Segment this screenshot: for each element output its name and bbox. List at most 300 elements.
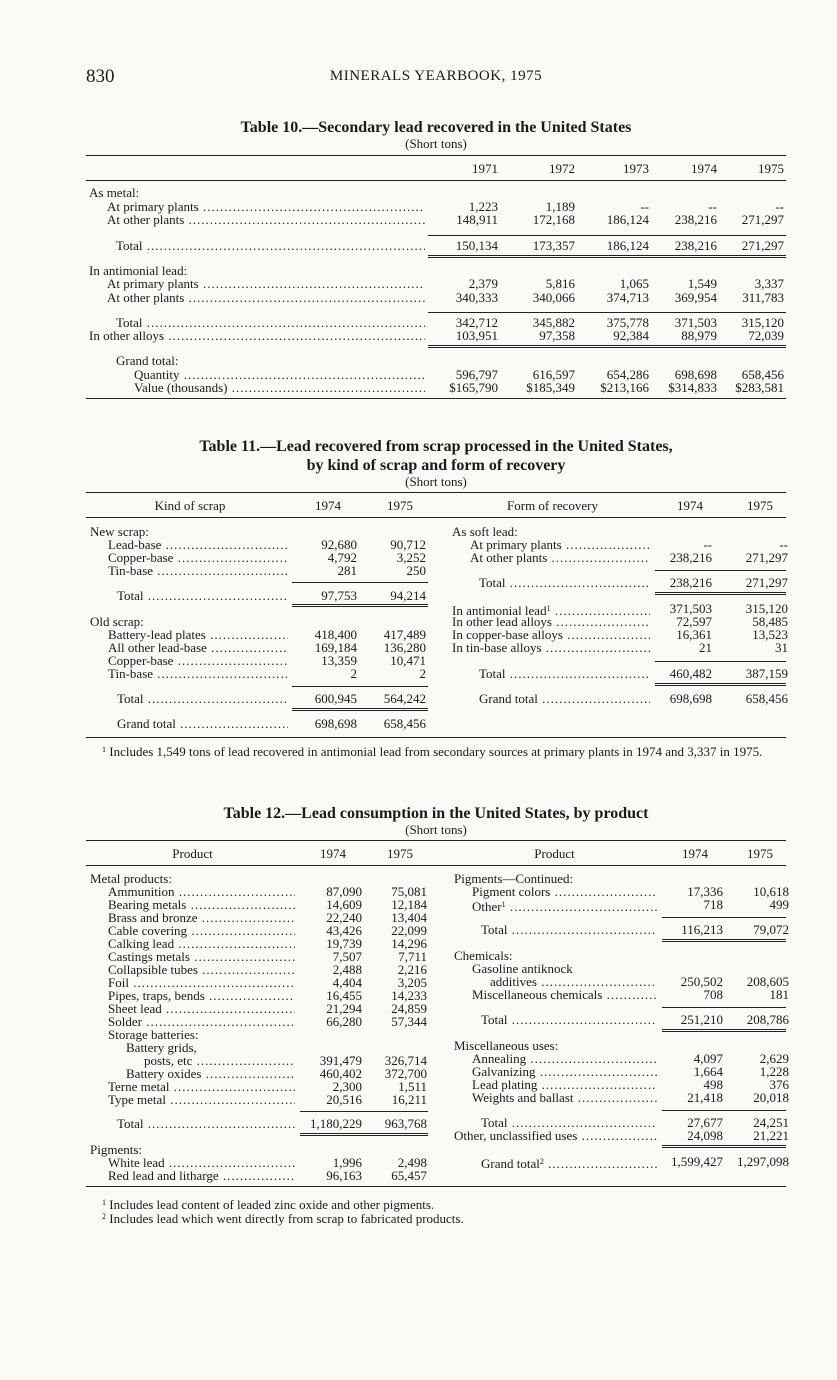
table11-left-label: All other lead-base ..... — [108, 641, 288, 655]
table10-cell: 271,297 — [741, 238, 784, 253]
table12-right-label-text: Other — [472, 899, 502, 914]
table11-right-cell: 21 — [699, 640, 712, 655]
table12-left-cell: 43,426 — [326, 923, 362, 938]
table10-cell: 340,333 — [455, 290, 498, 305]
table12-right-cell: 498 — [703, 1077, 723, 1092]
table12-left-cell: 14,296 — [391, 936, 427, 951]
table10-cell: 1,189 — [545, 199, 575, 214]
table10-year-header: 1975 — [758, 161, 784, 176]
table12-right-total-rule — [662, 939, 786, 942]
table11-left-label: Total ..... — [117, 692, 288, 706]
table10-cell: $165,790 — [449, 380, 498, 395]
table11-right-label-text: At other plants — [470, 551, 548, 565]
table12-left-label: Metal products: — [90, 872, 172, 886]
table12-right-label — [454, 949, 657, 963]
table12-year-header: 1975 — [747, 846, 773, 861]
table10-year-header: 1971 — [472, 161, 498, 176]
table11-left-label: Lead-base ..... — [108, 538, 288, 552]
table10-sum-rule — [428, 235, 786, 236]
table11-right-cell: 271,297 — [745, 550, 788, 565]
table12-right-cell: 116,213 — [681, 922, 723, 937]
table10-cell: 238,216 — [674, 212, 717, 227]
table12-right-cell: 27,677 — [687, 1115, 723, 1130]
footnote-marker: 1 — [102, 1198, 106, 1207]
table11-right-label-text: As soft lead: — [452, 525, 518, 539]
table12-right-label — [472, 898, 657, 914]
table11-right-label-text: At primary plants — [470, 538, 562, 552]
table12-right-sum-rule — [662, 1110, 786, 1111]
table12-right-label — [472, 1052, 657, 1066]
table12-left-cell: 96,163 — [326, 1168, 362, 1183]
table12-right-label — [472, 885, 657, 899]
table11-right-label — [479, 667, 650, 681]
table12-left-cell: 2,300 — [332, 1079, 362, 1094]
table11-right-cell: 16,361 — [676, 627, 712, 642]
table11-left-label: Copper-base ..... — [108, 551, 288, 565]
table11-right-label — [479, 692, 650, 706]
table11-footnote — [86, 742, 786, 759]
table12-left-cell: 57,344 — [391, 1014, 427, 1029]
table11-left-cell: 698,698 — [314, 716, 357, 731]
table11-right-cell: 371,503 — [669, 601, 712, 616]
table12-right-cell: 21,418 — [687, 1090, 723, 1105]
table10-cell: 658,456 — [741, 367, 784, 382]
table12-left-cell: 1,180,229 — [310, 1116, 362, 1131]
table12-left-cell: 2,498 — [397, 1155, 427, 1170]
table11-right-label — [479, 576, 650, 590]
table10-row-label: At other plants ..... — [107, 213, 425, 227]
footnote-text: Includes lead which went directly from scrap to fabricated products. — [109, 1211, 464, 1226]
table11-right-cell: 31 — [775, 640, 788, 655]
table10-sum-rule — [428, 312, 786, 313]
table11-right-label — [452, 641, 650, 655]
table11-right-label — [452, 628, 650, 642]
table10-cell: 186,124 — [606, 212, 649, 227]
table12-right-label-text: Pigments—Continued: — [454, 872, 574, 886]
table12-right-label — [454, 1129, 657, 1143]
table12-left-cell: 22,099 — [391, 923, 427, 938]
table12-right-cell: 24,251 — [753, 1115, 789, 1130]
table12-right-cell: 17,336 — [687, 884, 723, 899]
table11-right-cell: 460,482 — [669, 666, 712, 681]
table10-cell: 1,223 — [468, 199, 498, 214]
table10-row-label: At other plants ..... — [107, 291, 425, 305]
table12-right-label-text: Gasoline antiknock — [472, 962, 573, 976]
table11-left-cell: 90,712 — [390, 537, 426, 552]
table10-title: Table 10.—Secondary lead recovered in the United States — [240, 119, 632, 136]
table12-left-label: Battery oxides ..... — [126, 1067, 295, 1081]
table11-bottom-rule — [86, 737, 786, 738]
table12-right-label-text: Total — [481, 1116, 508, 1130]
table11-left-cell: 3,252 — [396, 550, 426, 565]
table10-cell: 1,549 — [687, 276, 717, 291]
table12-left-label: Pipes, traps, bends ..... — [108, 989, 295, 1003]
table12-left-label: Bearing metals ..... — [108, 898, 295, 912]
table12-left-cell: 1,511 — [398, 1079, 427, 1094]
table11-right-cell: 58,485 — [752, 614, 788, 629]
table12-left-label: Total ..... — [117, 1117, 295, 1131]
table11-right-label — [452, 615, 650, 629]
table11-year-header: 1974 — [677, 498, 703, 513]
table12-left-cell: 12,184 — [391, 897, 427, 912]
table12-right-cell: 1,228 — [759, 1064, 789, 1079]
table12-right-label — [454, 872, 657, 886]
table11-right-label-text: In other lead alloys — [452, 615, 552, 629]
table10-row-label: Value (thousands) ..... — [134, 381, 425, 395]
table10-total-rule — [428, 255, 786, 258]
table11-left-label: Battery-lead plates ..... — [108, 628, 288, 642]
table11-top-rule — [86, 492, 786, 493]
table12-right-label-text: Pigment colors — [472, 885, 551, 899]
table12-right-cell: 21,221 — [753, 1128, 789, 1143]
table11-left-cell: 281 — [337, 563, 357, 578]
table12-left-cell: 963,768 — [384, 1116, 427, 1131]
table10-cell: $283,581 — [735, 380, 784, 395]
table12-right-label-text: Lead plating — [472, 1078, 538, 1092]
table12-left-cell: 75,081 — [391, 884, 427, 899]
table10-cell: -- — [708, 199, 717, 214]
table11-left-cell: 97,753 — [321, 588, 357, 603]
table12-left-label: Castings metals ..... — [108, 950, 295, 964]
table12-left-cell: 1,996 — [332, 1155, 362, 1170]
table11-right-label — [452, 525, 650, 539]
table12-right-label — [472, 1065, 657, 1079]
table11-right-cell: -- — [779, 537, 788, 552]
table10-cell: 238,216 — [674, 238, 717, 253]
table10-year-header: 1972 — [549, 161, 575, 176]
table10-cell: 173,357 — [532, 238, 575, 253]
table12-left-cell: 14,233 — [391, 988, 427, 1003]
table11-right-cell: 658,456 — [745, 691, 788, 706]
table12-left-label: posts, etc ..... — [144, 1054, 295, 1068]
table12-right-label-text: Annealing — [472, 1052, 527, 1066]
table12-left-cell: 7,711 — [398, 949, 427, 964]
table11-left-label: Tin-base ..... — [108, 667, 288, 681]
table11-left-total-rule — [292, 604, 428, 607]
table12-left-label: Pigments: — [90, 1143, 143, 1157]
table12-left-cell: 13,404 — [391, 910, 427, 925]
table12-right-label-text: Miscellaneous uses: — [454, 1039, 559, 1053]
table11-right-cell: 72,597 — [676, 614, 712, 629]
table12-right-label — [472, 1091, 657, 1105]
table11-left-cell: 600,945 — [314, 691, 357, 706]
table12-right-cell: 708 — [703, 987, 723, 1002]
table12-subtitle: (Short tons) — [405, 822, 467, 837]
table11-right-cell: -- — [703, 537, 712, 552]
table10-cell: 172,168 — [532, 212, 575, 227]
table12-right-cell: 79,072 — [753, 922, 789, 937]
table10-cell: 2,379 — [468, 276, 498, 291]
table11-left-sum-rule — [292, 686, 428, 687]
table12-right-total-rule — [662, 1145, 786, 1148]
table10-row-label: As metal: — [89, 186, 140, 200]
table12-right-cell: 208,605 — [746, 974, 789, 989]
table10-cell: 340,066 — [532, 290, 575, 305]
table11-left-label: Old scrap: — [90, 615, 144, 629]
table12-left-cell: 372,700 — [384, 1066, 427, 1081]
table11-left-cell: 417,489 — [383, 627, 426, 642]
running-title: MINERALS YEARBOOK, 1975 — [329, 68, 543, 84]
table11-left-cell: 10,471 — [390, 653, 426, 668]
table11-right-cell: 13,523 — [752, 627, 788, 642]
table12-right-label — [490, 975, 657, 989]
table10-cell: 345,882 — [532, 315, 575, 330]
table12-footnote-2 — [102, 1209, 782, 1226]
table11-left-cell: 2 — [350, 666, 357, 681]
page-header — [86, 66, 786, 88]
table10-row-label: In antimonial lead: — [89, 264, 188, 278]
table12-right-cell: 20,018 — [753, 1090, 789, 1105]
table12-right-sum-rule — [662, 1007, 786, 1008]
footnote-marker: 1 — [501, 900, 506, 909]
table12-right-sum-rule — [662, 917, 786, 918]
table12-left-label: Storage batteries: — [108, 1028, 199, 1042]
table10-cell: 3,337 — [754, 276, 784, 291]
table12-left-cell: 2,216 — [397, 962, 427, 977]
table12-right-cell: 181 — [769, 987, 789, 1002]
table12-right-cell: 2,629 — [759, 1051, 789, 1066]
table12-title: Table 12.—Lead consumption in the United States, by product — [223, 805, 649, 822]
table12-left-cell: 2,488 — [332, 962, 362, 977]
table10-cell: 375,778 — [606, 315, 649, 330]
table12-left-header: Product — [172, 846, 213, 861]
table12-left-label: Ammunition ..... — [108, 885, 295, 899]
table12-right-label — [481, 1155, 657, 1171]
table11-right-header: Form of recovery — [507, 498, 598, 513]
table10-cell: -- — [640, 199, 649, 214]
table11-left-cell: 169,184 — [314, 640, 357, 655]
table11-title-line2: by kind of scrap and form of recovery — [306, 457, 566, 474]
table10-cell: 698,698 — [674, 367, 717, 382]
footnote-marker: 2 — [102, 1212, 106, 1221]
table11-right-label-text: In tin-base alloys — [452, 641, 542, 655]
table12-right-label-text: additives — [490, 975, 537, 989]
table12-right-label — [481, 923, 657, 937]
table11-year-header: 1975 — [387, 498, 413, 513]
table11-right-cell: 315,120 — [745, 601, 788, 616]
table12-left-cell: 14,609 — [326, 897, 362, 912]
table10-cell: 342,712 — [455, 315, 498, 330]
table11-right-label-text: In antimonial lead — [452, 603, 547, 618]
table11-right-cell: 238,216 — [669, 550, 712, 565]
footnote-marker: 1 — [102, 745, 106, 754]
table10-row-label: Total ..... — [116, 316, 425, 330]
table12-right-total-rule — [662, 1029, 786, 1032]
table12-year-header: 1974 — [682, 846, 708, 861]
table12-left-label: Red lead and litharge ..... — [108, 1169, 295, 1183]
table12-left-label: Brass and bronze ..... — [108, 911, 295, 925]
table11-right-label — [470, 538, 650, 552]
table12-right-cell: 1,664 — [693, 1064, 723, 1079]
table11-right-label-text: Total — [479, 576, 506, 590]
table12-year-header: 1975 — [387, 846, 413, 861]
table10-cell: $185,349 — [526, 380, 575, 395]
footnote-marker: 2 — [539, 1157, 544, 1166]
table11-left-cell: 418,400 — [314, 627, 357, 642]
table12-right-label-text: Grand total — [481, 1156, 540, 1171]
table10-cell: 374,713 — [606, 290, 649, 305]
table12-right-label — [472, 988, 657, 1002]
table12-left-cell: 66,280 — [326, 1014, 362, 1029]
page-number: 830 — [86, 66, 115, 87]
table12-top-rule — [86, 840, 786, 841]
table12-right-header: Product — [534, 846, 575, 861]
table12-right-cell: 1,297,098 — [737, 1154, 789, 1169]
table12-right-cell: 250,502 — [680, 974, 723, 989]
table10-cell: 616,597 — [532, 367, 575, 382]
table12-left-cell: 20,516 — [326, 1092, 362, 1107]
table10-cell: 271,297 — [741, 212, 784, 227]
table12-left-label: White lead ..... — [108, 1156, 295, 1170]
table10-year-header: 1974 — [691, 161, 717, 176]
table11-left-total-rule — [292, 708, 428, 711]
table12-right-label — [481, 1116, 657, 1130]
table11-left-cell: 4,792 — [327, 550, 357, 565]
table11-left-label: Grand total ..... — [117, 717, 288, 731]
footnote-marker: 1 — [546, 604, 551, 613]
table11-right-cell: 698,698 — [669, 691, 712, 706]
table12-left-cell: 22,240 — [326, 910, 362, 925]
table11-left-cell: 250 — [406, 563, 426, 578]
table10-row-label: Total ..... — [116, 239, 425, 253]
table11-right-sum-rule — [655, 661, 786, 662]
table12-left-cell: 16,455 — [326, 988, 362, 1003]
table11-left-cell: 92,680 — [321, 537, 357, 552]
footnote-text: Includes 1,549 tons of lead recovered in antimonial lead from secondary sources at primary plants in 1974 and 3,337 in 1975. — [109, 744, 763, 759]
table11-right-label-text: In copper-base alloys — [452, 628, 563, 642]
table11-right-sum-rule — [655, 570, 786, 571]
table12-right-cell: 718 — [703, 897, 723, 912]
table11-right-label — [470, 551, 650, 565]
table11-left-cell: 94,214 — [390, 588, 426, 603]
table10-row-label: In other alloys ..... — [89, 329, 425, 343]
table10-row-label: Grand total: — [116, 354, 179, 368]
table12-right-cell: 251,210 — [680, 1012, 723, 1027]
table10-row-label: At primary plants ..... — [107, 200, 425, 214]
table11-left-cell: 136,280 — [383, 640, 426, 655]
table10-cell: 150,134 — [455, 238, 498, 253]
table12-right-label — [472, 1078, 657, 1092]
table11-right-total-rule — [655, 683, 786, 686]
table11-header-rule — [86, 517, 786, 518]
table10-cell: $213,166 — [600, 380, 649, 395]
table12-left-cell: 24,859 — [391, 1001, 427, 1016]
table12-right-label-text: Weights and ballast — [472, 1091, 574, 1105]
table10-row-label: Quantity ..... — [134, 368, 425, 382]
table10-header-rule — [86, 180, 786, 181]
table10-cell: 5,816 — [545, 276, 575, 291]
table10-subtitle: (Short tons) — [405, 136, 467, 151]
table10-cell: 1,065 — [619, 276, 649, 291]
table12-bottom-rule — [86, 1186, 786, 1187]
table10-cell: 148,911 — [456, 212, 498, 227]
table12-right-cell: 10,618 — [753, 884, 789, 899]
table10-cell: 103,951 — [455, 328, 498, 343]
table12-left-cell: 65,457 — [391, 1168, 427, 1183]
table12-right-cell: 376 — [769, 1077, 789, 1092]
table10-cell: 186,124 — [606, 238, 649, 253]
table12-right-label-text: Total — [481, 923, 508, 937]
table11-right-total-rule — [655, 592, 786, 595]
table10-top-rule — [86, 155, 786, 156]
table12-left-cell: 391,479 — [319, 1053, 362, 1068]
table12-left-label: Solder ..... — [108, 1015, 295, 1029]
table12-right-cell: 24,098 — [687, 1128, 723, 1143]
table12-left-label: Collapsible tubes ..... — [108, 963, 295, 977]
table12-right-label-text: Galvanizing — [472, 1065, 536, 1079]
table10-row-label: At primary plants ..... — [107, 277, 425, 291]
table12-left-total-rule — [300, 1133, 428, 1136]
table11-left-label: Copper-base ..... — [108, 654, 288, 668]
table11-year-header: 1974 — [315, 498, 341, 513]
table12-right-label-text: Chemicals: — [454, 949, 513, 963]
table12-left-cell: 16,211 — [391, 1092, 427, 1107]
table10-cell: 315,120 — [741, 315, 784, 330]
table11-left-header: Kind of scrap — [154, 498, 226, 513]
table11-right-cell: 387,159 — [745, 666, 788, 681]
table12-left-cell: 87,090 — [326, 884, 362, 899]
table12-left-cell: 3,205 — [397, 975, 427, 990]
table11-right-cell: 238,216 — [669, 575, 712, 590]
table12-left-label: Type metal ..... — [108, 1093, 295, 1107]
table11-right-cell: 271,297 — [745, 575, 788, 590]
table11-left-sum-rule — [292, 582, 428, 583]
table12-right-cell: 1,599,427 — [671, 1154, 723, 1169]
table12-left-label: Terne metal ..... — [108, 1080, 295, 1094]
table12-right-label — [454, 1039, 657, 1053]
table10-year-header: 1973 — [623, 161, 649, 176]
footnote-text: Includes lead content of leaded zinc oxide and other pigments. — [109, 1197, 435, 1212]
table12-left-cell: 4,404 — [332, 975, 362, 990]
table12-year-header: 1974 — [320, 846, 346, 861]
table12-right-cell: 499 — [769, 897, 789, 912]
table12-left-cell: 7,507 — [332, 949, 362, 964]
table11-left-cell: 13,359 — [321, 653, 357, 668]
table10-cell: 596,797 — [455, 367, 498, 382]
table12-left-sum-rule — [300, 1111, 428, 1112]
table11-left-cell: 658,456 — [383, 716, 426, 731]
table10-cell: 654,286 — [606, 367, 649, 382]
table10-cell: 88,979 — [681, 328, 717, 343]
table11-left-label: Total ..... — [117, 589, 288, 603]
table10-total-rule — [428, 345, 786, 348]
table12-right-cell: 208,786 — [746, 1012, 789, 1027]
table11-left-label: New scrap: — [90, 525, 149, 539]
table10-cell: 72,039 — [748, 328, 784, 343]
table10-cell: $314,833 — [668, 380, 717, 395]
table10-bottom-rule — [86, 398, 786, 399]
table12-right-label — [472, 962, 657, 976]
table12-left-label: Calking lead ..... — [108, 937, 295, 951]
table11-subtitle: (Short tons) — [405, 474, 467, 489]
table12-left-cell: 19,739 — [326, 936, 362, 951]
table12-left-cell: 326,714 — [384, 1053, 427, 1068]
table10-cell: -- — [775, 199, 784, 214]
table10-cell: 92,384 — [613, 328, 649, 343]
table12-right-label-text: Miscellaneous chemicals — [472, 988, 603, 1002]
table11-right-label-text: Total — [479, 667, 506, 681]
table10-cell: 311,783 — [742, 290, 784, 305]
table12-left-label: Sheet lead ..... — [108, 1002, 295, 1016]
table11-left-label: Tin-base ..... — [108, 564, 288, 578]
table10-cell: 97,358 — [539, 328, 575, 343]
table12-right-label-text: Total — [481, 1013, 508, 1027]
table12-left-cell: 460,402 — [319, 1066, 362, 1081]
table11-left-cell: 2 — [419, 666, 426, 681]
table10-cell: 371,503 — [674, 315, 717, 330]
table12-left-label: Foil ..... — [108, 976, 295, 990]
table12-right-label — [481, 1013, 657, 1027]
